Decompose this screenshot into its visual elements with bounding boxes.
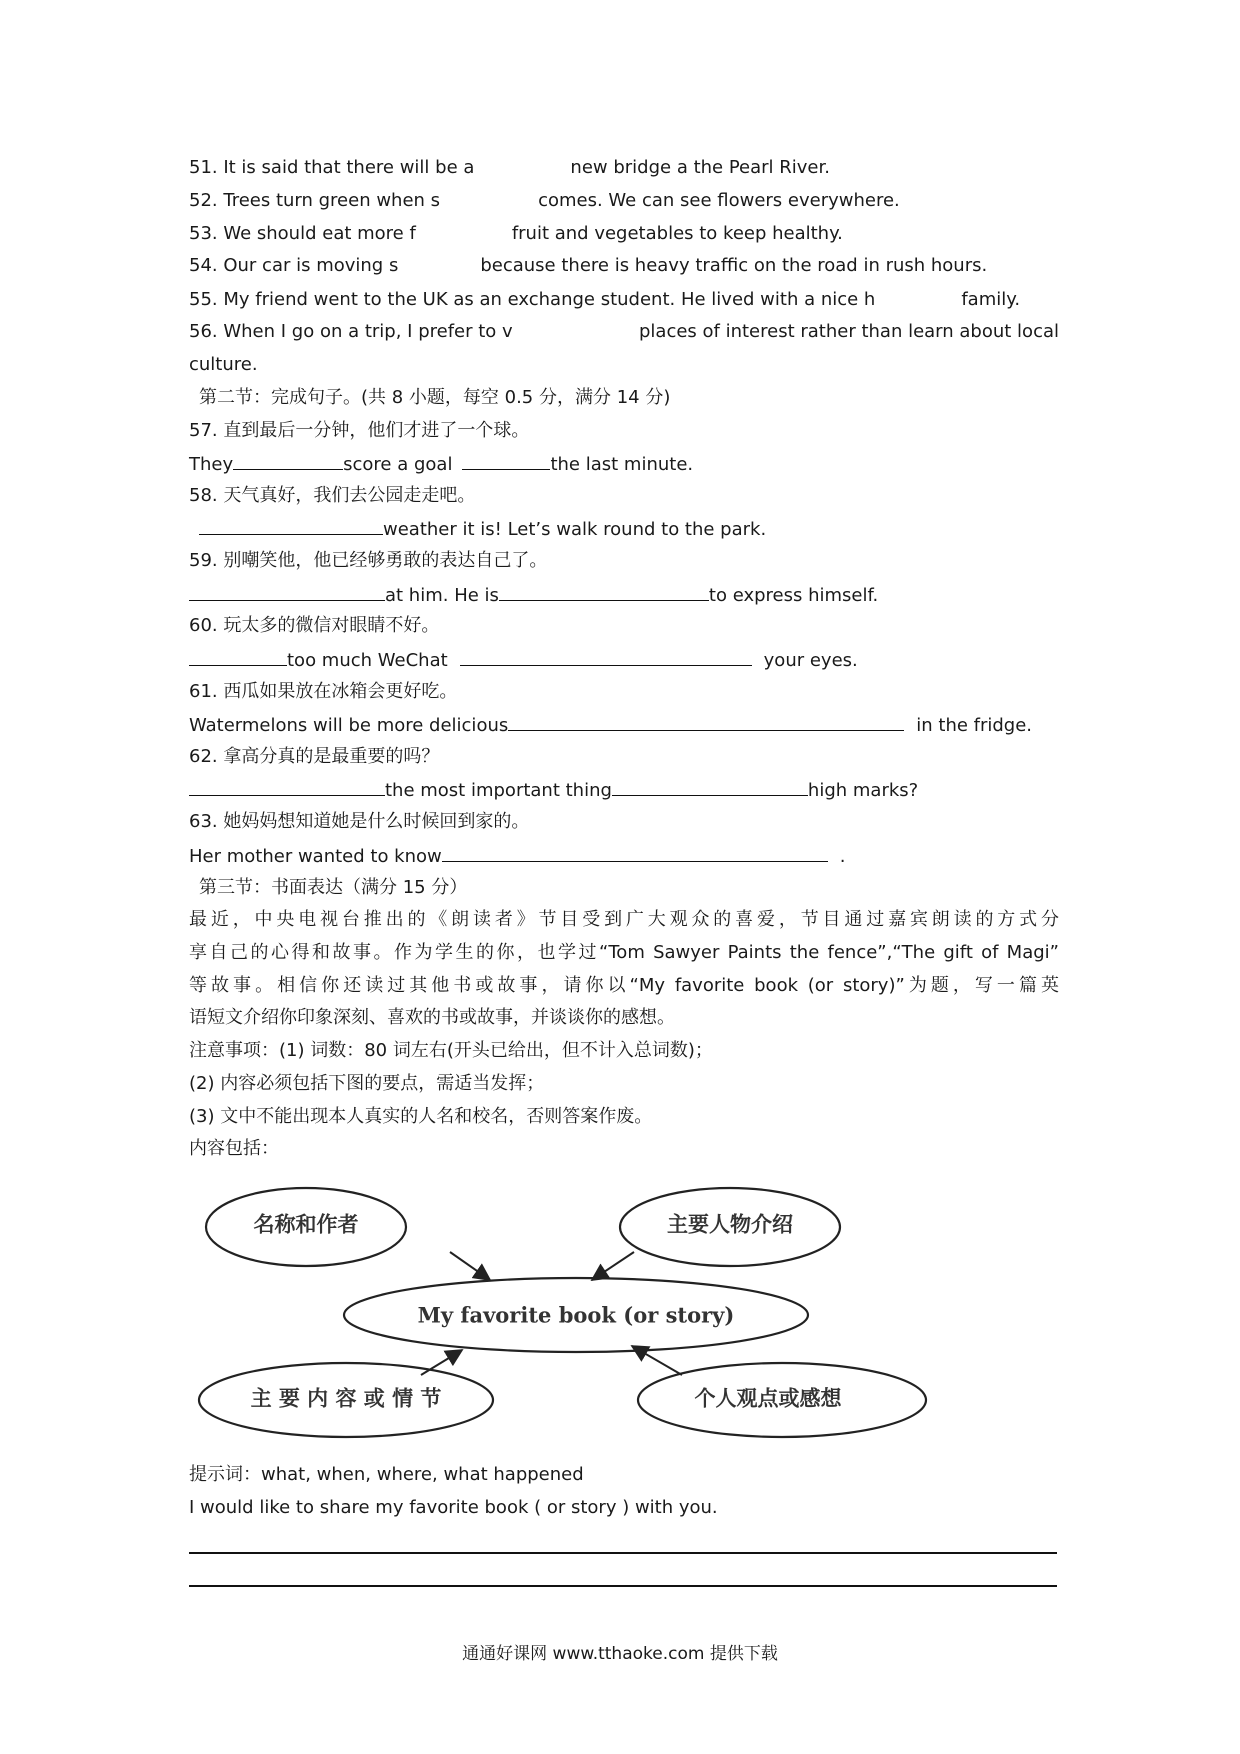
bottom-right-label: 个人观点或感想: [694, 1385, 842, 1411]
q58-english: [189, 516, 766, 542]
q52-prefix: 52. Trees turn green when s: [189, 190, 441, 211]
q61-chinese: 61. 西瓜如果放在冰箱会更好吃。: [189, 681, 458, 702]
opening-sentence: I would like to share my favorite book ( or story ) with you.: [189, 1497, 718, 1518]
hint-words: 提示词：what, when, where, what happened: [189, 1464, 584, 1485]
q56-suffix: places of interest rather than learn about local: [638, 321, 1059, 342]
q61-part-a: Watermelons will be more delicious: [189, 715, 509, 736]
q63-english: [189, 843, 845, 869]
q57-part-a: They: [189, 454, 234, 475]
q58-chinese: 58. 天气真好，我们去公园走走吧。: [189, 485, 476, 506]
section-2-heading: 第二节：完成句子。(共 8 小题，每空 0.5 分，满分 14 分): [199, 387, 671, 408]
note-2: (2) 内容必须包括下图的要点，需适当发挥；: [189, 1073, 545, 1094]
q60-chinese: 60. 玩太多的微信对眼睛不好。: [189, 615, 440, 636]
section-3-heading: 第三节：书面表达（满分 15 分）: [199, 877, 468, 898]
q55-prefix: 55. My friend went to the UK as an exchange student. He lived with a nice h: [189, 289, 876, 310]
question-54: [189, 254, 987, 278]
q60-part-a: too much WeChat: [287, 650, 448, 671]
q62-chinese: 62. 拿高分真的是最重要的吗？: [189, 746, 440, 767]
q56-prefix: 56. When I go on a trip, I prefer to v: [189, 321, 513, 342]
q59-blank-2[interactable]: [499, 582, 709, 601]
arrow-top-right: [592, 1252, 634, 1280]
q53-suffix: fruit and vegetables to keep healthy.: [511, 223, 843, 244]
writing-line-2[interactable]: [189, 1585, 1057, 1587]
content-label: 内容包括：: [189, 1138, 279, 1159]
q62-english: [189, 777, 918, 803]
q51-prefix: 51. It is said that there will be a: [189, 157, 475, 178]
q59-part-a: at him. He is: [385, 585, 499, 606]
q57-chinese: 57. 直到最后一分钟，他们才进了一个球。: [189, 420, 530, 441]
q62-part-b: high marks?: [807, 780, 919, 801]
q63-blank-1[interactable]: [442, 843, 828, 862]
q61-blank-1[interactable]: [508, 712, 904, 731]
q57-english: [189, 451, 693, 477]
q60-part-b: your eyes.: [763, 650, 858, 671]
q62-blank-2[interactable]: [612, 777, 808, 796]
q59-english: [189, 582, 878, 608]
question-56: [189, 320, 1059, 344]
page-footer: 通通好课网 www.tthaoke.com 提供下载: [462, 1644, 778, 1664]
q63-chinese: 63. 她妈妈想知道她是什么时候回到家的。: [189, 811, 530, 832]
q59-part-b: to express himself.: [708, 585, 879, 606]
prompt-line-1: 最近，中央电视台推出的《朗读者》节目受到广大观众的喜爱，节目通过嘉宾朗读的方式分: [189, 909, 1059, 930]
q61-part-b: in the fridge.: [916, 715, 1033, 736]
q51-suffix: new bridge a the Pearl River.: [570, 157, 830, 178]
q57-part-c: the last minute.: [550, 454, 694, 475]
question-55: [189, 288, 1020, 312]
question-52: [189, 189, 900, 213]
note-1: 注意事项：(1) 词数：80 词左右(开头已给出，但不计入总词数)；: [189, 1040, 713, 1061]
question-51: [189, 156, 830, 180]
question-53: [189, 222, 843, 246]
q61-english: [189, 712, 1032, 738]
q58-blank-1[interactable]: [199, 516, 383, 535]
q53-prefix: 53. We should eat more f: [189, 223, 416, 244]
writing-line-1[interactable]: [189, 1552, 1057, 1554]
q55-suffix: family.: [961, 289, 1021, 310]
q62-part-a: the most important thing: [385, 780, 612, 801]
top-right-label: 主要人物介绍: [667, 1211, 793, 1237]
q63-part-a: Her mother wanted to know: [189, 846, 442, 867]
q57-part-b: score a goal: [343, 454, 453, 475]
q60-english: [189, 647, 858, 673]
q57-blank-1[interactable]: [233, 451, 343, 470]
q59-blank-1[interactable]: [189, 582, 385, 601]
bottom-left-label: 主 要 内 容 或 情 节: [250, 1385, 442, 1411]
q60-blank-2[interactable]: [460, 647, 752, 666]
q63-part-b: .: [839, 846, 846, 867]
outline-diagram: [0, 1180, 1240, 1440]
q54-prefix: 54. Our car is moving s: [189, 255, 399, 276]
q60-blank-1[interactable]: [189, 647, 287, 666]
q54-suffix: because there is heavy traffic on the road in rush hours.: [480, 255, 988, 276]
prompt-line-2: 享自己的心得和故事。作为学生的你，也学过“Tom Sawyer Paints the fence”,“The gift of Magi”: [189, 942, 1059, 963]
top-left-label: 名称和作者: [253, 1211, 359, 1237]
q59-chinese: 59. 别嘲笑他，他已经够勇敢的表达自己了。: [189, 550, 548, 571]
q62-blank-1[interactable]: [189, 777, 385, 796]
prompt-line-4: 语短文介绍你印象深刻、喜欢的书或故事，并谈谈你的感想。: [189, 1007, 675, 1028]
q56-continuation: culture.: [189, 354, 258, 375]
q57-blank-2[interactable]: [462, 451, 550, 470]
prompt-line-3: 等故事。相信你还读过其他书或故事，请你以“My favorite book (or story)”为题，写一篇英: [189, 975, 1059, 996]
arrow-top-left: [450, 1252, 490, 1280]
center-label: My favorite book (or story): [417, 1302, 735, 1328]
q58-part-a: weather it is! Let’s walk round to the park.: [383, 519, 767, 540]
note-3: (3) 文中不能出现本人真实的人名和校名，否则答案作废。: [189, 1106, 653, 1127]
q52-suffix: comes. We can see flowers everywhere.: [538, 190, 900, 211]
